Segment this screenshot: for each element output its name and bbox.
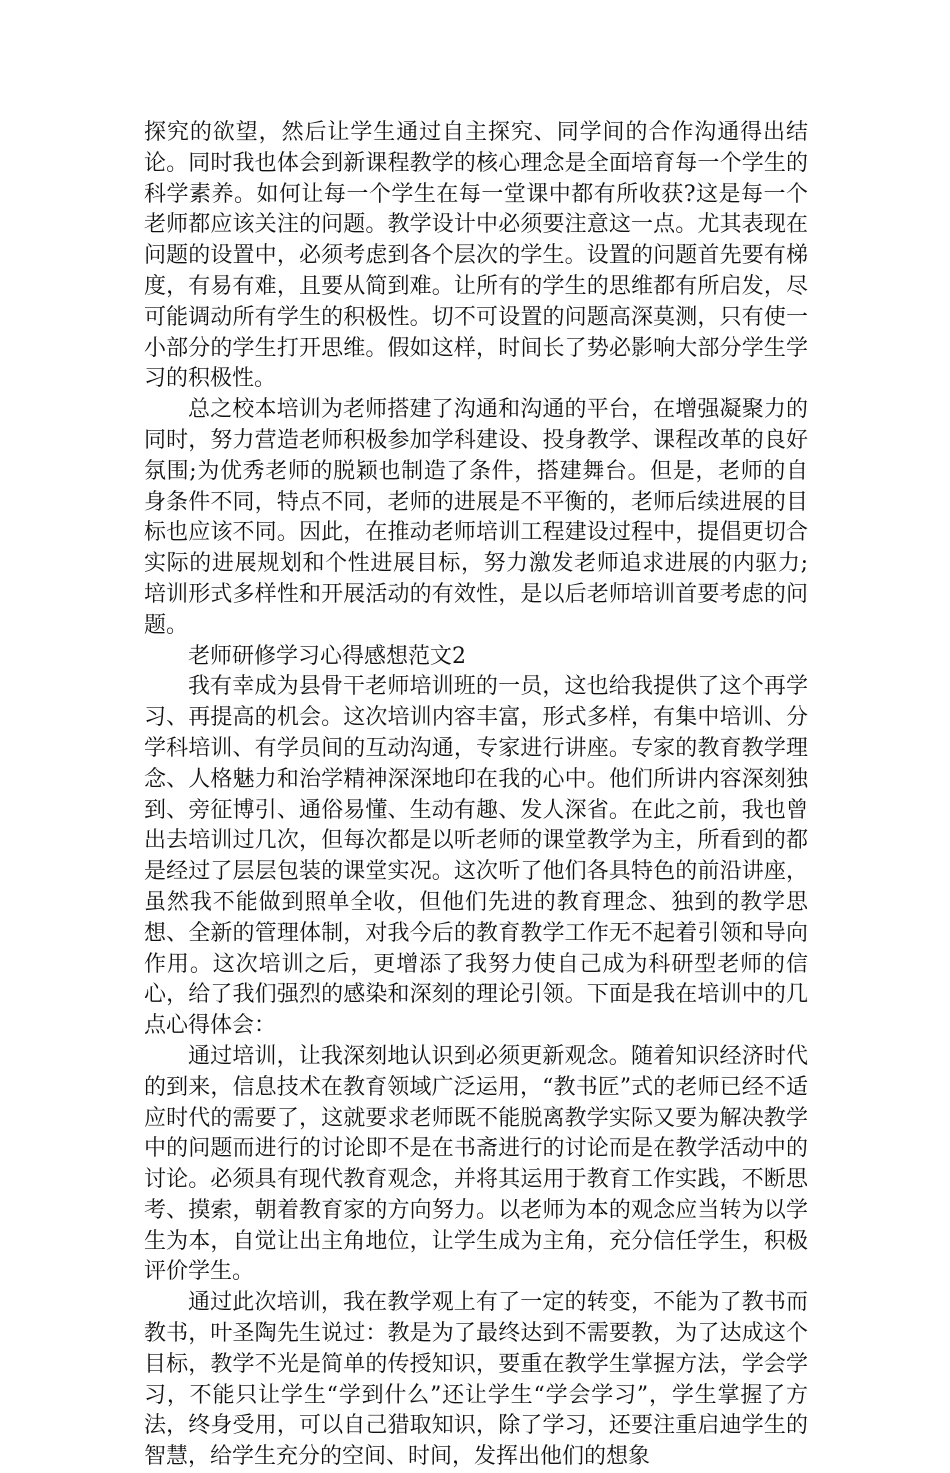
paragraph-concept: 通过培训，让我深刻地认识到必须更新观念。随着知识经济时代的到来，信息技术在教育领域广泛运用，“教书匠”式的老师已经不适应时代的需要了，这就要求老师既不能脱离教学实际又要为解决教学中的问题而进行的讨论即不是在书斋进行的讨论而是在教学活动中的讨论。必须具有现代教育观念，并将其运用于教育工作实践，不断思考、摸索，朝着教育家的方向努力。以老师为本的观念应当转为以学生为本，自觉让出主角地位，让学生成为主角，充分信任学生，积极评价学生。 — [144, 1043, 808, 1285]
paragraph-teaching-view: 通过此次培训，我在教学观上有了一定的转变，不能为了教书而教书，叶圣陶先生说过：教是为了最终达到不需要教，为了达成这个目标，教学不光是简单的传授知识，要重在教学生掌握方法，学会学习，不能只让学生“学到什么”还让学生“学会学习”，学生掌握了方法，终身受用，可以自己猎取知识，除了学习，还要注重启迪学生的智慧，给学生充分的空间、时间，发挥出他们的想象 — [144, 1290, 808, 1470]
section-heading: 老师研修学习心得感想范文2 — [188, 643, 466, 669]
paragraph-intro: 我有幸成为县骨干老师培训班的一员，这也给我提供了这个再学习、再提高的机会。这次培训内容丰富，形式多样，有集中培训、分学科培训、有学员间的互动沟通，专家进行讲座。专家的教育教学理念、人格魅力和治学精神深深地印在我的心中。他们所讲内容深刻独到、旁征博引、通俗易懂、生动有趣、发人深省。在此之前，我也曾出去培训过几次，但每次都是以听老师的课堂教学为主，所看到的都是经过了层层包装的课堂实况。这次听了他们各具特色的前沿讲座，虽然我不能做到照单全收，但他们先进的教育理念、独到的教学思想、全新的管理体制，对我今后的教育教学工作无不起着引领和导向作用。这次培训之后，更增添了我努力使自己成为科研型老师的信心，给了我们强烈的感染和深刻的理论引领。下面是我在培训中的几点心得体会： — [144, 674, 808, 1039]
document-page — [144, 118, 808, 1473]
paragraph-summary: 总之校本培训为老师搭建了沟通和沟通的平台，在增强凝聚力的同时，努力营造老师积极参加学科建设、投身教学、课程改革的良好氛围;为优秀老师的脱颖也制造了条件，搭建舞台。但是，老师的自身条件不同，特点不同，老师的进展是不平衡的，老师后续进展的目标也应该不同。因此，在推动老师培训工程建设过程中，提倡更切合实际的进展规划和个性进展目标，努力激发老师追求进展的内驱力;培训形式多样性和开展活动的有效性，是以后老师培训首要考虑的问题。 — [144, 397, 808, 638]
paragraph-continuation: 探究的欲望，然后让学生通过自主探究、同学间的合作沟通得出结论。同时我也体会到新课程教学的核心理念是全面培育每一个学生的科学素养。如何让每一个学生在每一堂课中都有所收获?这是每一个老师都应该关注的问题。教学设计中必须要注意这一点。尤其表现在问题的设置中，必须考虑到各个层次的学生。设置的问题首先要有梯度，有易有难，且要从简到难。让所有的学生的思维都有所启发，尽可能调动所有学生的积极性。切不可设置的问题高深莫测，只有使一小部分的学生打开思维。假如这样，时间长了势必影响大部分学生学习的积极性。 — [144, 120, 808, 392]
